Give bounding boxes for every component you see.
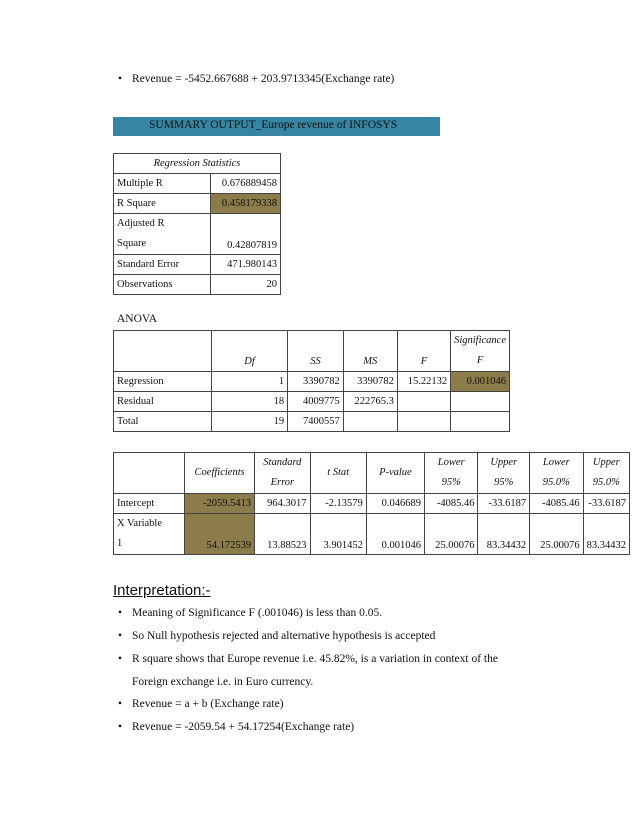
regression-statistics-header: Regression Statistics xyxy=(114,154,281,174)
coef-row-label-line1: X Variable xyxy=(117,518,162,529)
anova-row-label: Total xyxy=(114,412,212,432)
anova-row-label: Regression xyxy=(114,372,212,392)
interpretation-bullet xyxy=(118,630,436,642)
coef-cell: -4085.46 xyxy=(424,494,477,514)
anova-empty-cell xyxy=(343,412,397,432)
anova-header-significance xyxy=(451,331,510,372)
anova-ss: 7400557 xyxy=(288,412,344,432)
coef-cell: 83.34432 xyxy=(478,514,530,555)
anova-header-ss: SS xyxy=(288,331,344,372)
coef-header xyxy=(530,453,584,494)
bullet-icon: • xyxy=(118,721,123,733)
anova-empty-cell xyxy=(397,412,450,432)
coef-cell: 13.88523 xyxy=(255,514,310,555)
anova-table xyxy=(113,330,510,432)
coef-header xyxy=(310,453,366,494)
interpretation-heading: Interpretation:- xyxy=(113,582,211,599)
coef-header xyxy=(583,453,629,494)
stat-label: Multiple R xyxy=(114,174,211,194)
banner-title: SUMMARY OUTPUT_Europe revenue of INFOSYS xyxy=(149,119,398,131)
table-row xyxy=(114,194,281,214)
coef-header-line1: Lower xyxy=(437,457,465,468)
anova-ms: 3390782 xyxy=(343,372,397,392)
anova-row-label: Residual xyxy=(114,392,212,412)
anova-title: ANOVA xyxy=(117,313,158,325)
coef-cell: -33.6187 xyxy=(583,494,629,514)
interpretation-bullet xyxy=(118,721,355,733)
bullet-continuation: Foreign exchange i.e. in Euro currency. xyxy=(132,676,314,688)
coef-cell: -33.6187 xyxy=(478,494,530,514)
bullet-icon: • xyxy=(118,653,123,665)
anova-header-significance-line2: F xyxy=(476,355,484,366)
table-row xyxy=(114,255,281,275)
anova-df: 18 xyxy=(211,392,287,412)
coef-cell: 25.00076 xyxy=(530,514,584,555)
coef-cell: 83.34432 xyxy=(583,514,629,555)
bullet-text: Revenue = a + b (Exchange rate) xyxy=(132,698,284,710)
stat-value: 20 xyxy=(211,275,281,295)
interpretation-bullet xyxy=(118,653,498,665)
anova-df: 1 xyxy=(211,372,287,392)
anova-header-significance-line1: Significance xyxy=(454,335,506,346)
anova-empty-cell xyxy=(451,392,510,412)
anova-empty-cell xyxy=(451,412,510,432)
anova-df: 19 xyxy=(211,412,287,432)
table-row xyxy=(114,514,630,555)
coef-header-line2: t Stat xyxy=(327,467,350,478)
stat-value: 471.980143 xyxy=(211,255,281,275)
anova-f: 15.22132 xyxy=(397,372,450,392)
coef-cell: -4085.46 xyxy=(530,494,584,514)
coef-header-line2: 95% xyxy=(494,477,514,488)
coef-header xyxy=(255,453,310,494)
bullet-text: So Null hypothesis rejected and alternative hypothesis is accepted xyxy=(132,630,436,642)
stat-label-line1: Adjusted R xyxy=(117,218,165,229)
coef-row-label-line2: 1 xyxy=(117,538,123,549)
stat-value: 0.42807819 xyxy=(211,214,281,255)
r-square-value: 0.458179338 xyxy=(211,194,281,214)
stat-label: Observations xyxy=(114,275,211,295)
bullet-text: Meaning of Significance F (.001046) is less than 0.05. xyxy=(132,607,383,619)
anova-ss: 3390782 xyxy=(288,372,344,392)
coef-row-label: Intercept xyxy=(114,494,185,514)
coef-cell: -2.13579 xyxy=(310,494,366,514)
bullet-icon: • xyxy=(118,698,123,710)
coef-header xyxy=(424,453,477,494)
stat-label: Standard Error xyxy=(114,255,211,275)
table-row xyxy=(114,392,510,412)
table-row xyxy=(114,174,281,194)
coef-header xyxy=(478,453,530,494)
summary-output-banner xyxy=(113,117,440,136)
coef-cell: 0.046689 xyxy=(366,494,424,514)
bullet-icon: • xyxy=(118,630,123,642)
coef-header-line1: Upper xyxy=(490,457,518,468)
coef-header-line2: Coefficients xyxy=(194,467,245,478)
top-equation: Revenue = -5452.667688 + 203.9713345(Exchange rate) xyxy=(132,73,395,85)
anova-empty-cell xyxy=(397,392,450,412)
coef-header xyxy=(185,453,255,494)
anova-header-ms: MS xyxy=(343,331,397,372)
coef-cell: 964.3017 xyxy=(255,494,310,514)
interpretation-bullet xyxy=(118,698,284,710)
coef-header-line1: Lower xyxy=(542,457,570,468)
table-row xyxy=(114,331,510,372)
anova-significance-value: 0.001046 xyxy=(451,372,510,392)
table-row xyxy=(114,214,281,255)
table-row xyxy=(114,412,510,432)
coef-header-line2: 95% xyxy=(441,477,461,488)
stat-label-line2: Square xyxy=(117,238,147,249)
coef-row-label xyxy=(114,514,185,555)
table-row xyxy=(114,372,510,392)
anova-header-df: Df xyxy=(211,331,287,372)
coef-header xyxy=(366,453,424,494)
interpretation-bullet xyxy=(118,607,383,619)
coef-cell: 3.901452 xyxy=(310,514,366,555)
table-row xyxy=(114,453,630,494)
coef-header-line1: Standard xyxy=(263,457,302,468)
equation-bullet xyxy=(118,73,395,85)
regression-statistics-table xyxy=(113,153,281,295)
anova-header-f: F xyxy=(397,331,450,372)
anova-ms: 222765.3 xyxy=(343,392,397,412)
bullet-icon: • xyxy=(118,607,123,619)
bullet-icon: • xyxy=(118,73,123,85)
anova-header-blank xyxy=(114,331,212,372)
coef-header-line1: Upper xyxy=(592,457,620,468)
stat-label: R Square xyxy=(114,194,211,214)
coefficients-table xyxy=(113,452,630,555)
intercept-coefficient: -2059.5413 xyxy=(185,494,255,514)
coef-header-line2: 95.0% xyxy=(592,477,620,488)
coef-header-line2: P-value xyxy=(379,467,412,478)
stat-label xyxy=(114,214,211,255)
x-variable-coefficient: 54.172539 xyxy=(185,514,255,555)
bullet-text: R square shows that Europe revenue i.e. 45.82%, is a variation in context of the xyxy=(132,653,498,665)
bullet-text: Revenue = -2059.54 + 54.17254(Exchange rate) xyxy=(132,721,355,733)
table-row xyxy=(114,494,630,514)
table-row xyxy=(114,275,281,295)
coef-cell: 25.00076 xyxy=(424,514,477,555)
coef-header-line2: Error xyxy=(270,477,295,488)
coef-cell: 0.001046 xyxy=(366,514,424,555)
anova-ss: 4009775 xyxy=(288,392,344,412)
coef-header-line2: 95.0% xyxy=(542,477,570,488)
coef-header-blank xyxy=(114,453,185,494)
stat-value: 0.676889458 xyxy=(211,174,281,194)
